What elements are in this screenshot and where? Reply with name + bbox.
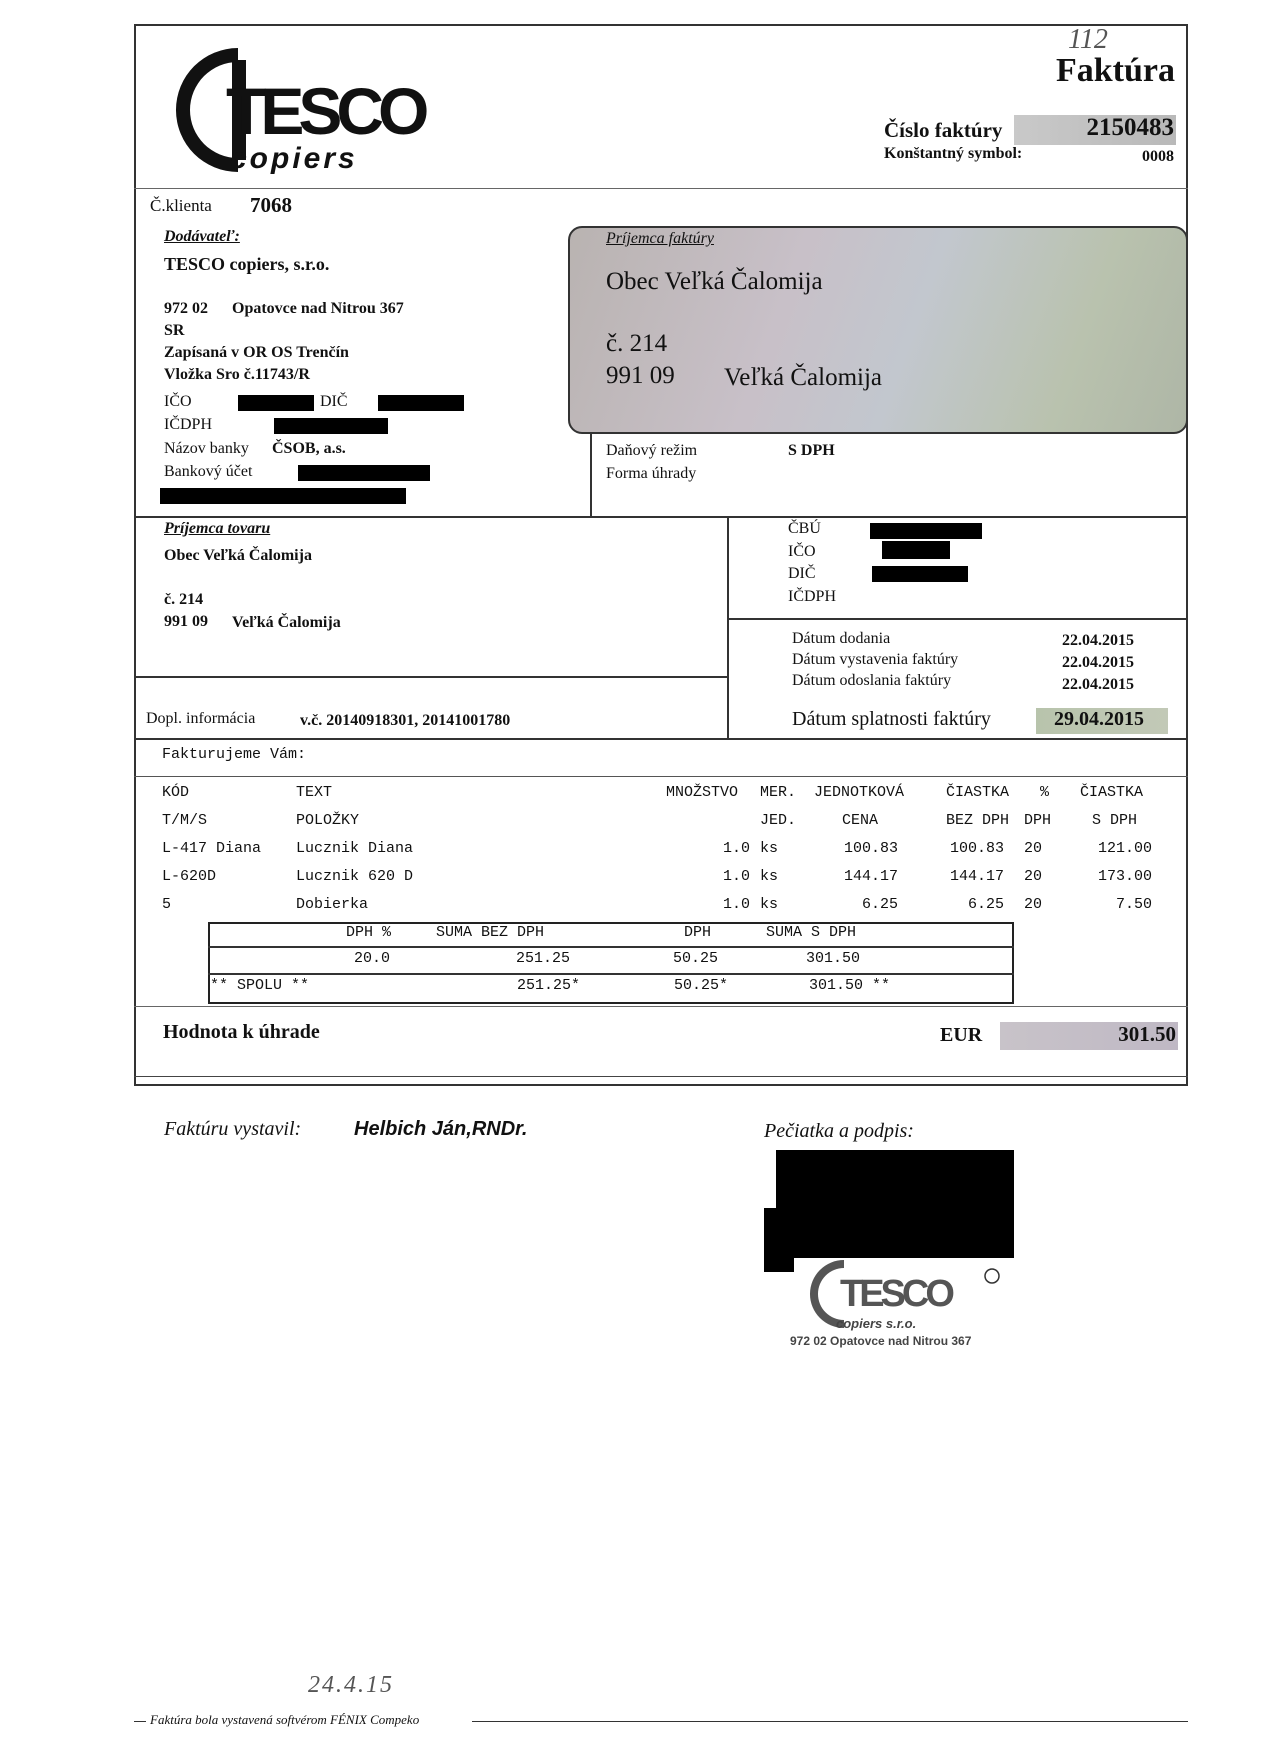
frame-left [134,24,136,1084]
ids-cbu-label: ČBÚ [788,520,821,537]
recipient-invoice-city: Veľká Čalomija [724,364,883,391]
summary-total-gross: 301.50 ** [808,977,890,994]
supplier-zip: 972 02 [164,300,208,317]
redacted-signature-2 [764,1208,794,1272]
supplier-heading: Dodávateľ: [164,228,240,245]
redacted-account [298,465,430,481]
item-text: Dobierka [296,896,369,913]
item-gross: 121.00 [1097,840,1152,857]
section-divider-1 [134,516,1188,518]
header-code-2: T/M/S [162,812,208,829]
due-date-label: Dátum splatnosti faktúry [792,708,991,730]
summary-vat-pct: 20.0 [354,950,391,967]
client-number: 7068 [250,193,292,217]
handwritten-date: 24.4.15 [308,1672,394,1698]
summary-vat: 50.25 [672,950,718,967]
recipient-invoice-zip: 991 09 [606,362,675,389]
item-qty: 1.0 [722,896,750,913]
payable-currency: EUR [940,1024,983,1046]
section-divider-5 [134,1084,1188,1086]
invoice-number-label: Číslo faktúry [884,118,1003,142]
item-vat: 20 [1024,868,1043,885]
constant-symbol-label: Konštantný symbol: [884,145,1023,162]
redacted-iban [160,488,406,504]
redacted-icdph [274,418,388,434]
header-gross-2: S DPH [1092,812,1138,829]
summary-line-2 [208,973,1014,975]
section-divider-4 [134,1076,1188,1077]
frame-top [134,24,1188,26]
goods-ids-divider [727,516,729,738]
header-unit-price-2: CENA [842,812,879,829]
issued-by-label: Faktúru vystavil: [164,1118,302,1140]
item-code: L-417 Diana [162,840,262,857]
header-qty: MNOŽSTVO [666,784,739,801]
item-unit: ks [760,868,779,885]
item-text: Lucznik 620 D [296,868,414,885]
table-row [162,868,1192,888]
header-unit-price: JEDNOTKOVÁ [814,784,905,801]
item-unit: ks [760,896,779,913]
recipient-goods-heading: Príjemca tovaru [164,520,271,537]
ids-dic-label: DIČ [788,565,816,582]
header-unit: MER. [760,784,797,801]
payable-amount: 301.50 [1118,1022,1176,1046]
payment-form-label: Forma úhrady [606,465,697,482]
redacted-signature-1 [776,1150,1014,1258]
ids-icdph-label: IČDPH [788,588,837,605]
company-stamp [800,1254,1010,1334]
company-logo [168,38,438,178]
redacted-ids-ico [882,541,950,559]
supplier-country: SR [164,322,185,339]
redacted-ico [238,395,314,411]
supplier-street: Opatovce nad Nitrou 367 [232,300,404,317]
due-date: 29.04.2015 [1054,708,1144,730]
goods-bottom-line [134,676,728,678]
supplier-registry: Zapísaná v OR OS Trenčín [164,344,349,361]
issued-by-name: Helbich Ján,RNDr. [354,1118,528,1140]
header-text-2: POLOŽKY [296,812,360,829]
supplier-bank-value: ČSOB, a.s. [272,440,346,457]
header-net: ČIASTKA [946,784,1010,801]
constant-symbol: 0008 [1142,148,1174,165]
recipient-invoice-heading: Príjemca faktúry [606,230,714,247]
item-net: 100.83 [949,840,1004,857]
item-text: Lucznik Diana [296,840,414,857]
delivery-date: 22.04.2015 [1062,632,1134,649]
ids-ico-label: IČO [788,543,816,560]
recipient-goods-zip: 991 09 [164,613,208,630]
summary-total-label: ** SPOLU ** [210,977,310,994]
header-vat-pct: % [1040,784,1050,801]
issue-date-label: Dátum vystavenia faktúry [792,651,959,668]
item-price: 6.25 [861,896,898,913]
ids-dates-divider [727,618,1188,620]
redacted-ids-dic [872,566,968,582]
payable-label: Hodnota k úhrade [163,1021,320,1043]
frame-right [1186,24,1188,1084]
item-code: 5 [162,896,172,913]
summary-h-sum-net: SUMA BEZ DPH [436,924,545,941]
summary-total-net: 251.25* [516,977,580,994]
stamp-address: 972 02 Opatovce nad Nitrou 367 [790,1334,972,1348]
item-net: 144.17 [949,868,1004,885]
svg-text:TESCO: TESCO [840,1273,951,1315]
svg-text:TESCO: TESCO [226,74,424,148]
supplier-bank-label: Názov banky [164,440,249,457]
billing-intro: Fakturujeme Vám: [162,746,307,763]
header-vat-pct-2: DPH [1024,812,1052,829]
billing-header-line [134,776,1188,777]
summary-sum-net: 251.25 [515,950,570,967]
software-note: Faktúra bola vystavená softvérom FÉNIX Compeko [150,1712,420,1727]
section-divider-3 [134,1006,1188,1007]
recipient-goods-name: Obec Veľká Čalomija [164,547,312,564]
section-divider-2 [134,738,1188,740]
summary-h-sum-gross: SUMA S DPH [766,924,857,941]
svg-text:copiers: copiers [230,142,358,175]
item-qty: 1.0 [722,840,750,857]
item-price: 144.17 [843,868,898,885]
tax-regime-label: Daňový režim [606,442,698,459]
client-label: Č.klienta [150,196,212,215]
invoice-title: Faktúra [1056,52,1175,89]
item-vat: 20 [1024,896,1043,913]
tax-regime-value: S DPH [788,442,835,459]
recipient-goods-number: č. 214 [164,591,204,608]
stamp-label: Pečiatka a podpis: [764,1120,914,1142]
supplier-account-label: Bankový účet [164,463,253,480]
issue-date: 22.04.2015 [1062,654,1134,671]
footer-line-left [134,1721,146,1722]
header-unit-2: JED. [760,812,797,829]
item-gross: 7.50 [1115,896,1152,913]
recipient-invoice-name: Obec Veľká Čalomija [606,268,823,295]
invoice-number: 2150483 [1086,114,1174,141]
summary-total-vat: 50.25* [673,977,728,994]
header-text: TEXT [296,784,333,801]
recipient-goods-city: Veľká Čalomija [232,614,341,631]
summary-h-vat: DPH [684,924,712,941]
redacted-dic [378,395,464,411]
sent-date: 22.04.2015 [1062,676,1134,693]
extra-info-value: v.č. 20140918301, 20141001780 [300,712,511,729]
header-gross: ČIASTKA [1080,784,1144,801]
redacted-cbu [870,523,982,539]
svg-text:copiers s.r.o.: copiers s.r.o. [836,1316,917,1331]
item-vat: 20 [1024,840,1043,857]
header-code: KÓD [162,784,190,801]
summary-h-vat-pct: DPH % [346,924,392,941]
table-row [162,896,1192,916]
delivery-date-label: Dátum dodania [792,630,891,647]
summary-line-1 [208,946,1014,948]
sent-date-label: Dátum odoslania faktúry [792,672,952,689]
supplier-dic-label: DIČ [320,393,348,410]
handwritten-number: 112 [1068,24,1108,55]
table-row [162,840,1192,860]
item-code: L-620D [162,868,217,885]
item-gross: 173.00 [1097,868,1152,885]
supplier-name: TESCO copiers, s.r.o. [164,254,330,274]
supplier-icdph-label: IČDPH [164,416,213,433]
item-net: 6.25 [967,896,1004,913]
supplier-ico-label: IČO [164,393,192,410]
item-price: 100.83 [843,840,898,857]
header-divider [134,188,1188,189]
item-unit: ks [760,840,779,857]
footer-line-right [472,1721,1188,1722]
item-qty: 1.0 [722,868,750,885]
extra-info-label: Dopl. informácia [146,710,256,727]
supplier-insert: Vložka Sro č.11743/R [164,366,310,383]
summary-sum-gross: 301.50 [805,950,860,967]
header-net-2: BEZ DPH [946,812,1010,829]
recipient-invoice-number: č. 214 [606,330,668,357]
